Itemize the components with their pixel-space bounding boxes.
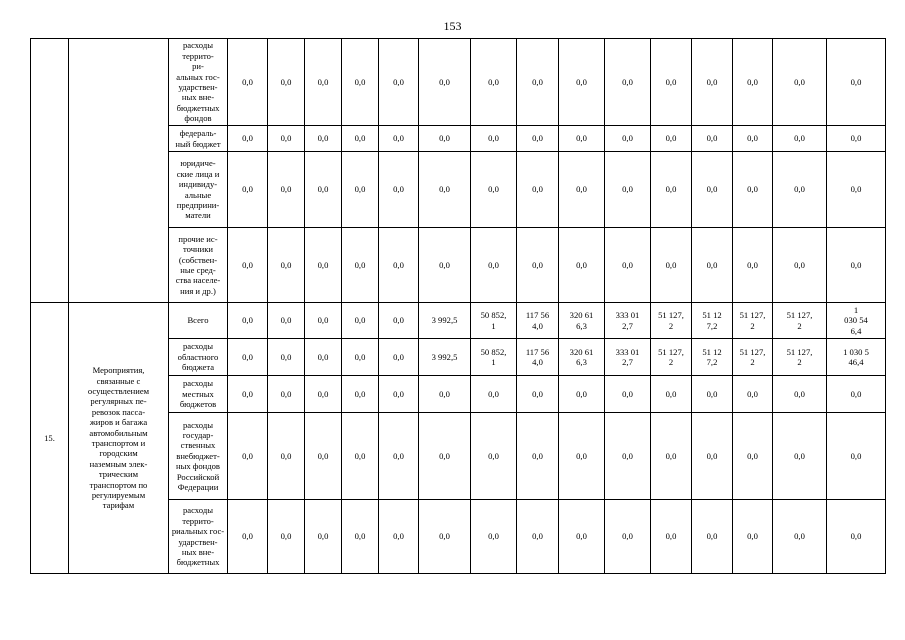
value-cell: 0,0	[305, 152, 342, 228]
value-cell: 0,0	[419, 376, 471, 413]
value-cell: 0,0	[268, 500, 305, 574]
value-cell: 0,0	[773, 413, 827, 500]
funding-source-cell: прочие ис- точники (собствен- ные сред- ства населе- ния и др.)	[169, 228, 228, 303]
value-cell: 0,0	[471, 500, 517, 574]
funding-source-cell: федераль- ный бюджет	[169, 126, 228, 152]
value-cell: 0,0	[517, 39, 559, 126]
value-cell: 0,0	[228, 126, 268, 152]
value-cell: 0,0	[517, 228, 559, 303]
value-cell: 0,0	[827, 39, 886, 126]
value-cell: 0,0	[692, 126, 733, 152]
value-cell: 0,0	[733, 500, 773, 574]
value-cell: 0,0	[379, 339, 419, 376]
value-cell: 0,0	[517, 500, 559, 574]
value-cell: 0,0	[228, 39, 268, 126]
value-cell: 0,0	[379, 39, 419, 126]
value-cell: 0,0	[342, 303, 379, 339]
value-cell: 0,0	[305, 413, 342, 500]
value-cell: 0,0	[559, 413, 605, 500]
value-cell: 0,0	[773, 228, 827, 303]
value-cell: 0,0	[228, 413, 268, 500]
value-cell: 0,0	[651, 39, 692, 126]
value-cell: 0,0	[342, 152, 379, 228]
value-cell: 0,0	[605, 500, 651, 574]
value-cell: 0,0	[305, 500, 342, 574]
value-cell: 3 992,5	[419, 339, 471, 376]
item-name-cell	[69, 39, 169, 303]
value-cell: 0,0	[773, 500, 827, 574]
item-name-cell: Мероприятия, связанные с осуществлением регулярных пе- ревозок пасса- жиров и багажа автомобильным транспортом и городским наземным элек- трическим транспортом по регулируемым тарифам	[69, 303, 169, 574]
value-cell: 0,0	[827, 500, 886, 574]
value-cell: 0,0	[419, 152, 471, 228]
value-cell: 0,0	[733, 228, 773, 303]
value-cell: 1 030 5 46,4	[827, 339, 886, 376]
value-cell: 0,0	[651, 228, 692, 303]
value-cell: 0,0	[419, 228, 471, 303]
value-cell: 0,0	[827, 228, 886, 303]
value-cell: 0,0	[228, 152, 268, 228]
item-number-cell: 15.	[31, 303, 69, 574]
value-cell: 0,0	[827, 152, 886, 228]
value-cell: 51 12 7,2	[692, 339, 733, 376]
value-cell: 0,0	[419, 500, 471, 574]
value-cell: 0,0	[268, 152, 305, 228]
value-cell: 51 127, 2	[733, 303, 773, 339]
value-cell: 0,0	[379, 228, 419, 303]
value-cell: 0,0	[692, 500, 733, 574]
funding-source-cell: расходы государ- ственных внебюджет- ных фондов Российской Федерации	[169, 413, 228, 500]
value-cell: 0,0	[268, 228, 305, 303]
value-cell: 0,0	[559, 39, 605, 126]
value-cell: 0,0	[379, 376, 419, 413]
value-cell: 51 127, 2	[651, 303, 692, 339]
value-cell: 51 12 7,2	[692, 303, 733, 339]
value-cell: 0,0	[692, 376, 733, 413]
funding-source-cell: расходы террито- риальных гос- ударствен- ных вне- бюджетных	[169, 500, 228, 574]
value-cell: 320 61 6,3	[559, 303, 605, 339]
value-cell: 0,0	[268, 303, 305, 339]
value-cell: 51 127, 2	[651, 339, 692, 376]
value-cell: 0,0	[228, 228, 268, 303]
value-cell: 0,0	[651, 152, 692, 228]
value-cell: 0,0	[605, 152, 651, 228]
value-cell: 0,0	[379, 500, 419, 574]
value-cell: 0,0	[827, 126, 886, 152]
value-cell: 0,0	[733, 39, 773, 126]
value-cell: 333 01 2,7	[605, 339, 651, 376]
funding-source-cell: юридиче- ские лица и индивиду- альные предприни- матели	[169, 152, 228, 228]
value-cell: 51 127, 2	[733, 339, 773, 376]
value-cell: 0,0	[268, 126, 305, 152]
value-cell: 0,0	[773, 126, 827, 152]
value-cell: 0,0	[471, 152, 517, 228]
funding-source-cell: расходы террито- ри- альных гос- ударствен- ных вне- бюджетных фондов	[169, 39, 228, 126]
value-cell: 0,0	[559, 500, 605, 574]
budget-table	[30, 38, 886, 574]
value-cell: 0,0	[305, 376, 342, 413]
value-cell: 0,0	[605, 126, 651, 152]
value-cell: 0,0	[305, 339, 342, 376]
value-cell: 0,0	[228, 376, 268, 413]
value-cell: 0,0	[692, 228, 733, 303]
value-cell: 0,0	[228, 303, 268, 339]
value-cell: 0,0	[305, 228, 342, 303]
value-cell: 0,0	[517, 152, 559, 228]
value-cell: 0,0	[559, 152, 605, 228]
value-cell: 0,0	[342, 413, 379, 500]
value-cell: 0,0	[559, 228, 605, 303]
value-cell: 0,0	[827, 376, 886, 413]
value-cell: 0,0	[471, 376, 517, 413]
value-cell: 0,0	[228, 500, 268, 574]
value-cell: 0,0	[605, 39, 651, 126]
value-cell: 0,0	[419, 126, 471, 152]
value-cell: 0,0	[342, 376, 379, 413]
value-cell: 0,0	[419, 413, 471, 500]
value-cell: 0,0	[517, 126, 559, 152]
value-cell: 0,0	[733, 413, 773, 500]
value-cell: 0,0	[379, 126, 419, 152]
value-cell: 0,0	[305, 126, 342, 152]
page-number: 153	[443, 19, 462, 33]
value-cell: 0,0	[559, 376, 605, 413]
value-cell: 0,0	[773, 152, 827, 228]
value-cell: 0,0	[733, 376, 773, 413]
funding-source-cell: расходы местных бюджетов	[169, 376, 228, 413]
funding-source-cell: расходы областного бюджета	[169, 339, 228, 376]
table-row	[31, 303, 886, 339]
value-cell: 0,0	[651, 413, 692, 500]
value-cell: 0,0	[342, 228, 379, 303]
value-cell: 0,0	[342, 500, 379, 574]
value-cell: 0,0	[379, 303, 419, 339]
value-cell: 50 852, 1	[471, 303, 517, 339]
value-cell: 0,0	[651, 500, 692, 574]
value-cell: 0,0	[733, 126, 773, 152]
value-cell: 0,0	[692, 413, 733, 500]
value-cell: 0,0	[692, 39, 733, 126]
value-cell: 0,0	[471, 413, 517, 500]
value-cell: 0,0	[342, 39, 379, 126]
value-cell: 0,0	[471, 126, 517, 152]
value-cell: 0,0	[268, 339, 305, 376]
value-cell: 0,0	[517, 376, 559, 413]
value-cell: 333 01 2,7	[605, 303, 651, 339]
value-cell: 3 992,5	[419, 303, 471, 339]
value-cell: 0,0	[228, 339, 268, 376]
value-cell: 0,0	[559, 126, 605, 152]
value-cell: 0,0	[773, 376, 827, 413]
value-cell: 0,0	[651, 126, 692, 152]
value-cell: 0,0	[305, 39, 342, 126]
value-cell: 0,0	[471, 39, 517, 126]
value-cell: 0,0	[605, 228, 651, 303]
value-cell: 0,0	[471, 228, 517, 303]
value-cell: 0,0	[305, 303, 342, 339]
value-cell: 0,0	[517, 413, 559, 500]
value-cell: 0,0	[379, 152, 419, 228]
value-cell: 1 030 54 6,4	[827, 303, 886, 339]
value-cell: 0,0	[342, 339, 379, 376]
value-cell: 0,0	[379, 413, 419, 500]
value-cell: 117 56 4,0	[517, 339, 559, 376]
value-cell: 0,0	[342, 126, 379, 152]
funding-source-cell: Всего	[169, 303, 228, 339]
value-cell: 0,0	[268, 413, 305, 500]
value-cell: 0,0	[268, 376, 305, 413]
value-cell: 51 127, 2	[773, 303, 827, 339]
value-cell: 0,0	[419, 39, 471, 126]
value-cell: 0,0	[733, 152, 773, 228]
value-cell: 50 852, 1	[471, 339, 517, 376]
value-cell: 0,0	[605, 413, 651, 500]
item-number-cell	[31, 39, 69, 303]
value-cell: 0,0	[773, 39, 827, 126]
value-cell: 0,0	[692, 152, 733, 228]
value-cell: 0,0	[605, 376, 651, 413]
value-cell: 117 56 4,0	[517, 303, 559, 339]
table-body	[31, 39, 886, 574]
table-row	[31, 39, 886, 126]
value-cell: 0,0	[651, 376, 692, 413]
value-cell: 0,0	[827, 413, 886, 500]
value-cell: 0,0	[268, 39, 305, 126]
value-cell: 320 61 6,3	[559, 339, 605, 376]
value-cell: 51 127, 2	[773, 339, 827, 376]
